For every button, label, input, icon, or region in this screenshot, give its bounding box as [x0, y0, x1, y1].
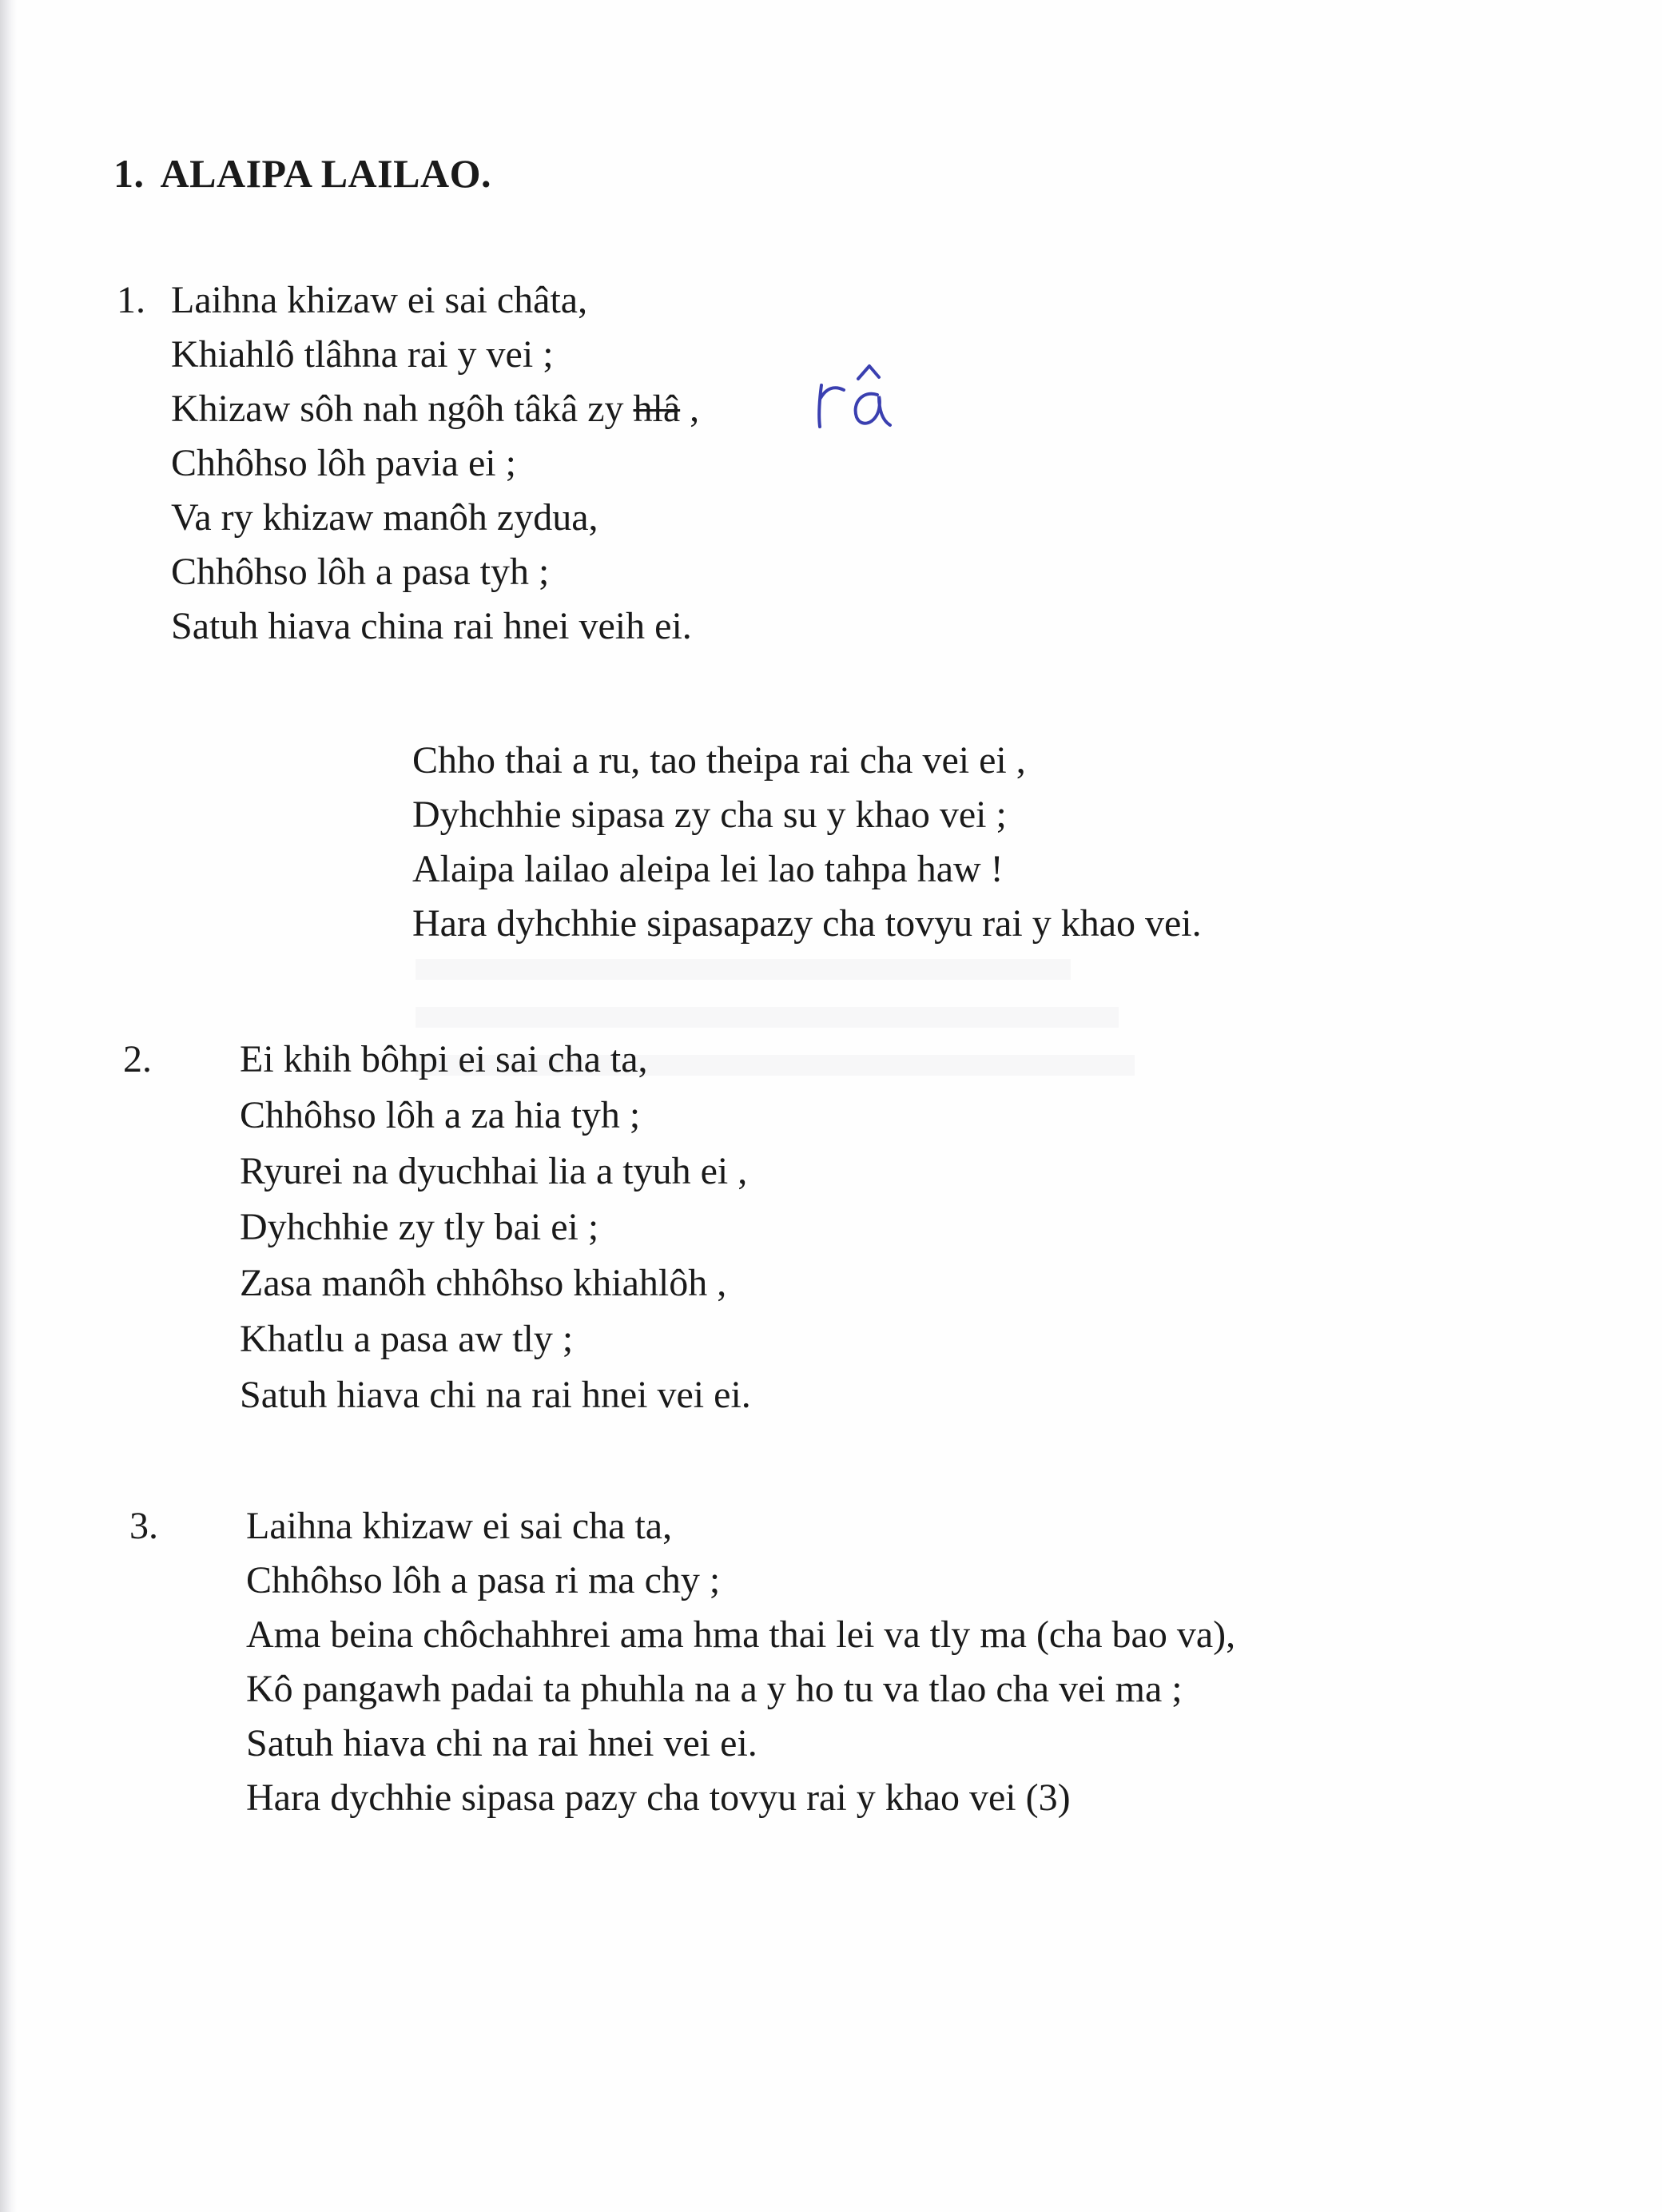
verse-line: Ryurei na dyuchhai lia a tyuh ei , [240, 1150, 748, 1192]
bleed-through-mark [416, 959, 1071, 980]
verse-line-corrected [171, 390, 699, 428]
verse-line-text: Khizaw sôh nah ngôh tâkâ zy [171, 388, 624, 430]
verse-line: Hara dychhie sipasa pazy cha tovyu rai y khao vei (3) [246, 1776, 1071, 1819]
verse-line: Laihna khizaw ei sai cha ta, [246, 1505, 673, 1547]
chorus-line: Alaipa lailao aleipa lei lao tahpa haw ! [412, 848, 1004, 890]
verse-line: Ama beina chôchahhrei ama hma thai lei va tly ma (cha bao va), [246, 1613, 1236, 1656]
song-title-text: ALAIPA LAILAO. [160, 151, 491, 196]
verse-number: 2. [123, 1038, 152, 1080]
verse-line: Kô pangawh padai ta phuhla na a y ho tu va tlao cha vei ma ; [246, 1668, 1183, 1710]
struck-word: hlâ [633, 388, 681, 430]
verse-line: Chhôhso lôh pavia ei ; [171, 442, 516, 484]
verse-line: Satuh hiava chi na rai hnei vei ei. [246, 1722, 757, 1764]
verse-line: Laihna khizaw ei sai châta, [171, 279, 588, 321]
chorus-line: Dyhchhie sipasa zy cha su y khao vei ; [412, 794, 1007, 836]
verse-number: 3. [129, 1505, 158, 1547]
verse-line: Satuh hiava chi na rai hnei vei ei. [240, 1374, 751, 1416]
punctuation: , [680, 388, 700, 430]
verse-line: Khiahlô tlâhna rai y vei ; [171, 333, 554, 376]
verse-line: Ei khih bôhpi ei sai cha ta, [240, 1038, 648, 1080]
bleed-through-mark [416, 1007, 1119, 1028]
verse-number: 1. [117, 279, 145, 321]
song-title [113, 150, 491, 197]
verse-line: Satuh hiava china rai hnei veih ei. [171, 605, 692, 647]
song-number: 1. [113, 151, 145, 196]
verse-line: Chhôhso lôh a pasa ri ma chy ; [246, 1559, 721, 1601]
verse-line: Chhôhso lôh a pasa tyh ; [171, 551, 550, 593]
handwritten-correction [815, 361, 898, 433]
verse-line: Dyhchhie zy tly bai ei ; [240, 1206, 599, 1248]
verse-line: Chhôhso lôh a za hia tyh ; [240, 1094, 641, 1136]
verse-line: Va ry khizaw manôh zydua, [171, 496, 598, 539]
scan-edge-shadow [0, 0, 18, 2212]
verse-line: Khatlu a pasa aw tly ; [240, 1318, 574, 1360]
chorus-line: Chho thai a ru, tao theipa rai cha vei ei , [412, 739, 1026, 782]
verse-line: Zasa manôh chhôhso khiahlôh , [240, 1262, 727, 1304]
chorus-line: Hara dyhchhie sipasapazy cha tovyu rai y khao vei. [412, 902, 1202, 945]
